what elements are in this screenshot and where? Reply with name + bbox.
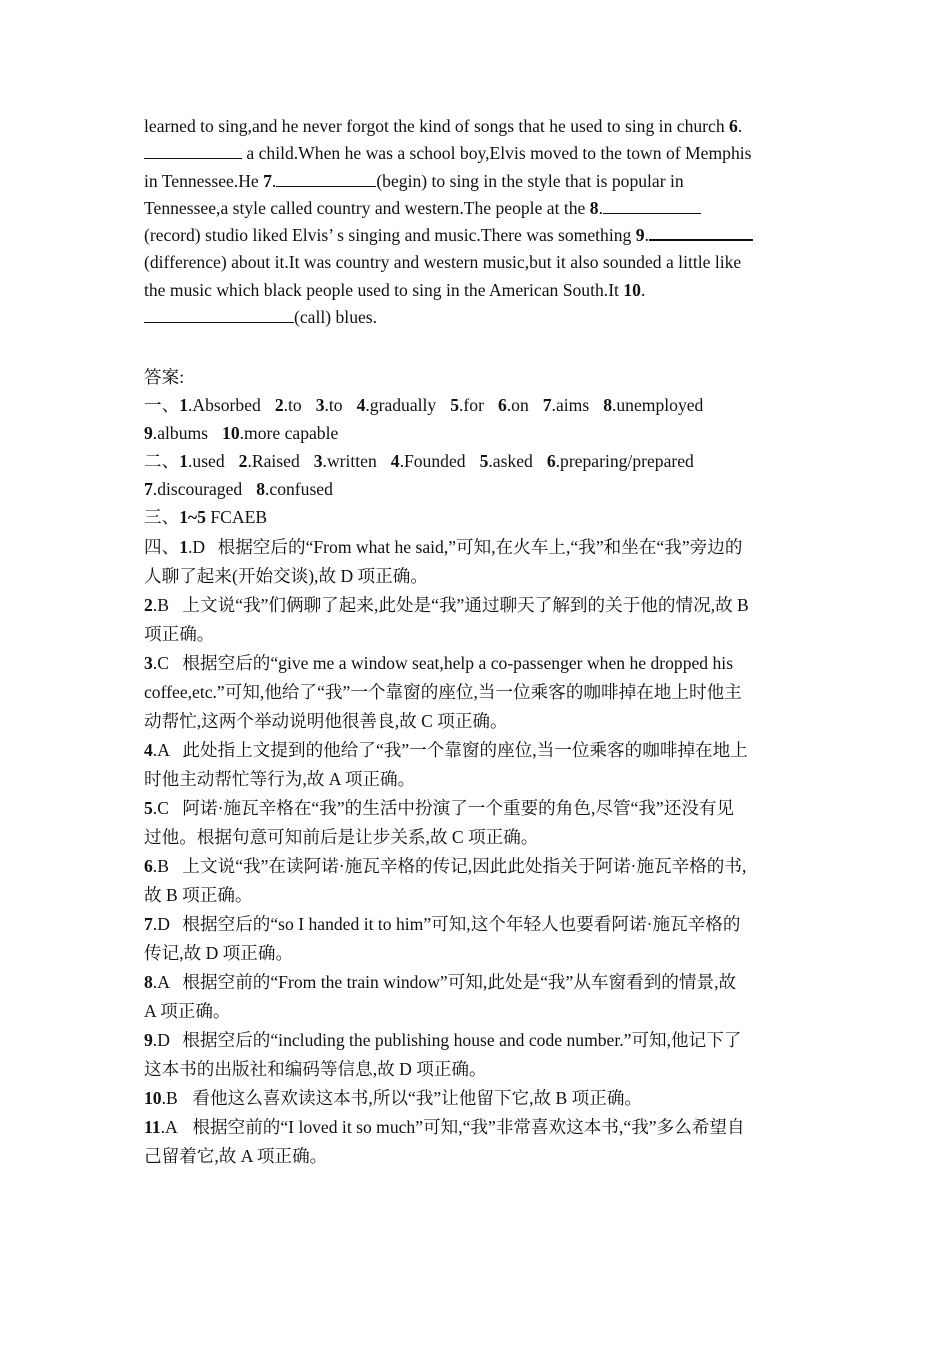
explanation-item: 5.C 阿诺·施瓦辛格在“我”的生活中扮演了一个重要的角色,尽管“我”还没有见 过他。根据句意可知前后是让步关系,故 C 项正确。: [144, 798, 735, 848]
answers-section-1: 一、1.Absorbed 2.to 3.to 4.gradually 5.for 6.on 7.aims 8.unemployed 9.albums 10.more capable: [144, 395, 704, 444]
explanation-item: 四、1.D 根据空后的“From what he said,”可知,在火车上,“我”和坐在“我”旁边的 人聊了起来(开始交谈),故 D 项正确。: [144, 537, 743, 587]
answer-item: 2.to: [274, 395, 302, 416]
answer-item: 5.asked: [479, 451, 533, 472]
answer-item: 3.to: [315, 395, 343, 416]
cloze-passage: [144, 113, 814, 331]
passage-line: Tennessee,a style called country and western.The people at the 8.: [144, 195, 814, 222]
passage-line: in Tennessee.He 7. (begin) to sing in the style that is popular in: [144, 170, 684, 191]
answer-item: 9.albums: [144, 423, 209, 444]
passage-line: (record) studio liked Elvis’ s singing and music.There was something 9.: [144, 222, 814, 249]
answer-item: 7.discouraged: [144, 479, 243, 500]
passage-line: a child.When he was a school boy,Elvis moved to the town of Memphis: [144, 140, 814, 167]
answers-section-3: 三、1~5 FCAEB: [144, 507, 268, 528]
answer-item: 1.Absorbed: [179, 395, 261, 416]
answer-item: 6.on: [497, 395, 529, 416]
explanation-item: 11.A 根据空前的“I loved it so much”可知,“我”非常喜欢这本书,“我”多么希望自 己留着它,故 A 项正确。: [144, 1117, 745, 1167]
answer-item: 2.Raised: [238, 451, 300, 472]
answer-blank[interactable]: [144, 144, 242, 159]
answer-blank[interactable]: [276, 172, 376, 187]
explanation-item: 4.A 此处指上文提到的他给了“我”一个靠窗的座位,当一位乘客的咖啡掉在地上 时他主动帮忙等行为,故 A 项正确。: [144, 740, 748, 790]
answer-item: 8.confused: [256, 479, 333, 500]
passage-line: (call) blues.: [144, 304, 814, 331]
explanation-item: 6.B 上文说“我”在读阿诺·施瓦辛格的传记,因此此处指关于阿诺·施瓦辛格的书, 故 B 项正确。: [144, 856, 747, 906]
answer-blank[interactable]: [144, 308, 294, 323]
explanation-item: 7.D 根据空后的“so I handed it to him”可知,这个年轻人也要看阿诺·施瓦辛格的 传记,故 D 项正确。: [144, 914, 741, 964]
answers-section-2: 二、1.used 2.Raised 3.written 4.Founded 5.asked 6.preparing/prepared 7.discouraged 8.confused: [144, 451, 694, 500]
blank-number: 9: [635, 225, 645, 246]
answer-item: 1.used: [179, 451, 225, 472]
answer-blank[interactable]: [649, 225, 753, 241]
explanation-item: 2.B 上文说“我”们俩聊了起来,此处是“我”通过聊天了解到的关于他的情况,故 B 项正确。: [144, 595, 749, 645]
answer-item: 5.for: [450, 395, 484, 416]
answer-item: 6.preparing/prepared: [546, 451, 694, 472]
explanation-item: 10.B 看他这么喜欢读这本书,所以“我”让他留下它,故 B 项正确。: [144, 1088, 643, 1109]
explanation-item: 3.C 根据空后的“give me a window seat,help a co-passenger when he dropped his coffee,etc.”可知,他给了“我”一个靠窗的座位,当一位乘客的咖啡掉在地上时他主 动帮忙,这两个举动说明他很善良,故 C 项正确。: [144, 653, 742, 732]
explanation-item: 9.D 根据空后的“including the publishing house and code number.”可知,他记下了 这本书的出版社和编码等信息,故 D 项正确。: [144, 1030, 742, 1080]
passage-line: learned to sing,and he never forgot the kind of songs that he used to sing in church 6.: [144, 116, 743, 136]
passage-line: the music which black people used to sing in the American South.It 10.: [144, 279, 646, 300]
answers-title: 答案:: [144, 367, 185, 388]
answer-item: 4.Founded: [390, 451, 466, 472]
blank-number: 7: [263, 170, 272, 191]
answer-blank[interactable]: [603, 199, 701, 214]
blank-number: 10: [623, 279, 641, 300]
answers-section-4: [144, 533, 814, 1171]
document-page: [144, 113, 814, 1171]
blank-number: 8: [589, 197, 599, 218]
answer-item: 10.more capable: [222, 423, 339, 444]
answer-item: 8.unemployed: [603, 395, 704, 416]
explanation-item: 8.A 根据空前的“From the train window”可知,此处是“我”从车窗看到的情景,故 A 项正确。: [144, 972, 737, 1022]
blank-number: 6: [729, 116, 738, 136]
answer-item: 4.gradually: [356, 395, 437, 416]
answer-item: 3.written: [313, 451, 377, 472]
answer-item: 7.aims: [542, 395, 590, 416]
passage-line: (difference) about it.It was country and western music,but it also sounded a little like: [144, 252, 742, 273]
